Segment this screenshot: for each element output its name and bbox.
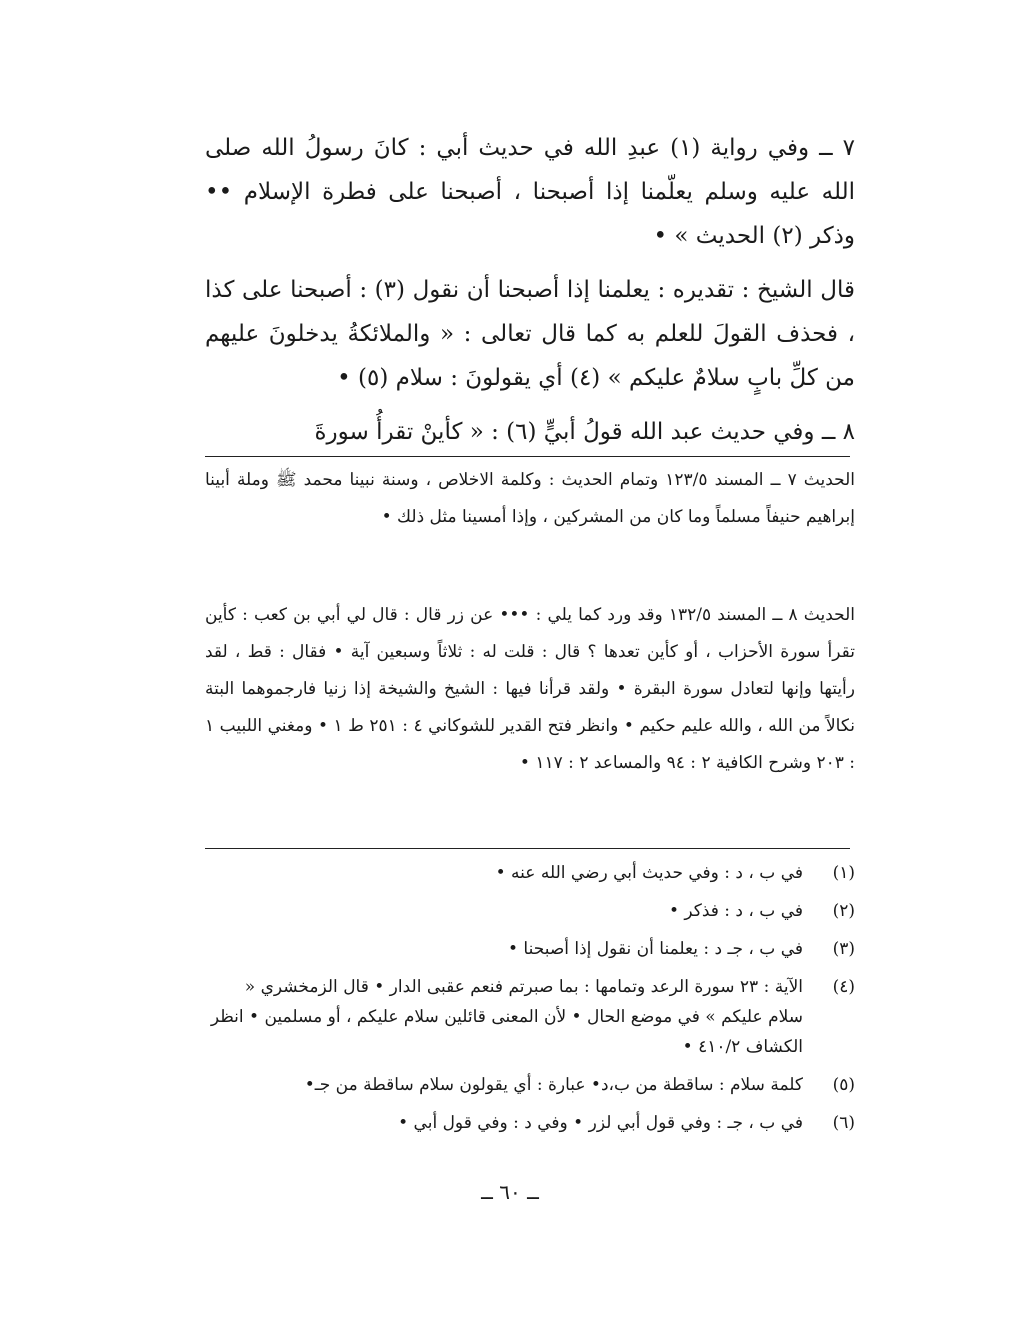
hadith-note-8 <box>205 597 855 782</box>
page-number: ــ ٦٠ ــ <box>481 1180 539 1204</box>
footnote-number: (١) <box>832 863 855 883</box>
footnotes-list <box>205 858 855 1146</box>
footnote-3 <box>205 934 855 964</box>
footnote-6 <box>205 1108 855 1138</box>
divider-footnotes <box>205 848 850 849</box>
footnote-text: الآية : ٢٣ سورة الرعد وتمامها : بما صبرتم فنعم عقبى الدار • قال الزمخشري « سلام عليكم » في موضع الحال • لأن المعنى قائلين سلام عليكم ، أو مسلمين • انظر الكشاف ٤١٠/٢ • <box>210 977 803 1057</box>
footnote-number: (٣) <box>832 939 855 959</box>
footnote-text: في ب ، جـ د : يعلمنا أن نقول إذا أصبحنا • <box>507 939 803 959</box>
footnote-1 <box>205 858 855 888</box>
footnote-number: (٤) <box>832 977 855 997</box>
footnote-number: (٢) <box>832 901 855 921</box>
paragraph-hadith-8: ٨ ــ وفي حديث عبد الله قولُ أبيٍّ (٦) : « كأينْ تقرأُ سورةَ <box>314 419 855 445</box>
footnote-text: في ب ، د : فذكر • <box>668 901 803 921</box>
footnote-2 <box>205 896 855 926</box>
divider-main <box>205 456 850 457</box>
paragraph-sheikh-commentary: قال الشيخ : تقديره : يعلمنا إذا أصبحنا أن نقول (٣) : أصبحنا على كذا ، فحذف القولَ للعلم به كما قال تعالى : « والملائكةُ يدخلونَ عليهم من كلِّ بابٍ سلامٌ عليكم » (٤) أي يقولونَ : سلام (٥) • <box>205 277 855 391</box>
footnote-4 <box>205 972 855 1062</box>
hadith-note-7-text: الحديث ٧ ــ المسند ١٢٣/٥ وتمام الحديث : وكلمة الاخلاص ، وسنة نبينا محمد ﷺ وملة أبينا إبراهيم حنيفاً مسلماً وما كان من المشركين ، وإذا أمسينا مثل ذلك • <box>205 470 855 527</box>
footnote-5 <box>205 1070 855 1100</box>
footnote-text: كلمة سلام : ساقطة من ب،د• عبارة : أي يقولون سلام ساقطة من جـ• <box>304 1075 803 1095</box>
hadith-note-7 <box>205 462 855 536</box>
paragraph-hadith-7: ٧ ــ وفي رواية (١) عبدِ الله في حديث أبي : كانَ رسولُ الله صلى الله عليه وسلم يعلّمنا إذا أصبحنا ، أصبحنا على فطرة الإسلام •• وذكر (٢) الحديث » • <box>205 135 855 249</box>
main-text <box>205 126 855 454</box>
footnote-text: في ب ، جـ : وفي قول أبي لزر • وفي د : وفي قول أبي • <box>398 1113 803 1133</box>
footnote-text: في ب ، د : وفي حديث أبي رضي الله عنه • <box>495 863 803 883</box>
footnote-number: (٥) <box>832 1075 855 1095</box>
footnote-number: (٦) <box>832 1113 855 1133</box>
hadith-note-8-text: الحديث ٨ ــ المسند ١٣٢/٥ وقد ورد كما يلي : ••• عن زر قال : قال لي أبي بن كعب : كأين تقرأ سورة الأحزاب ، أو كأين تعدها ؟ قال : قلت له : ثلاثاً وسبعين آية • فقال : قط ، لقد رأيتها وإنها لتعادل سورة البقرة • ولقد قرأنا فيها : الشيخ والشيخة إذا زنيا فارجموهما البتة نكالاً من الله ، والله عليم حكيم • وانظر فتح القدير للشوكاني ٤ : ٢٥١ ط ١ • ومغني اللبيب ١ : ٢٠٣ وشرح الكافية ٢ : ٩٤ والمساعد ٢ : ١١٧ • <box>205 605 855 773</box>
